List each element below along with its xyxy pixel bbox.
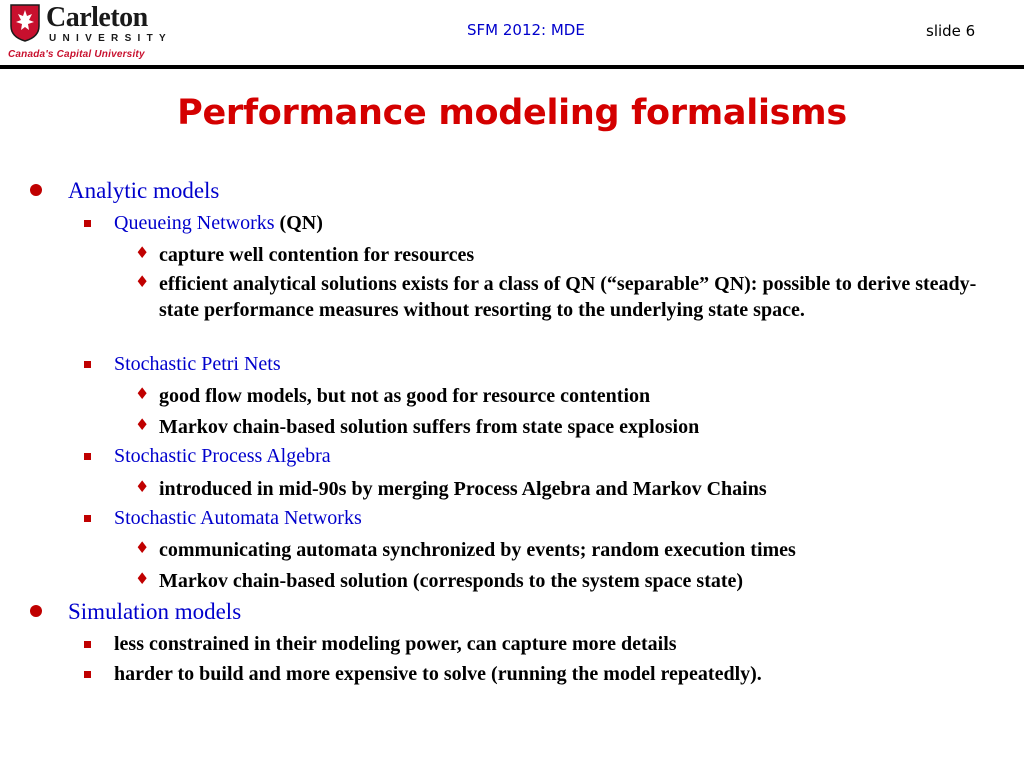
slide-title: Performance modeling formalisms xyxy=(177,93,847,133)
header-divider xyxy=(0,65,1024,69)
stochastic-automata-networks-label: Stochastic Automata Networks xyxy=(114,507,362,529)
analytic-models-heading: Analytic models xyxy=(68,178,220,203)
diamond-bullet-icon: ♦ xyxy=(135,569,150,588)
list-item-text: good flow models, but not as good for resource contention xyxy=(159,385,651,407)
queueing-networks-suffix: (QN) xyxy=(274,212,323,234)
logo-tagline: Canada's Capital University xyxy=(8,49,145,60)
square-bullet-icon xyxy=(84,671,91,678)
square-bullet-icon xyxy=(84,361,91,368)
diamond-bullet-icon: ♦ xyxy=(135,272,150,291)
stochastic-process-algebra-label: Stochastic Process Algebra xyxy=(114,445,331,467)
logo-wordmark: Carleton xyxy=(46,2,148,33)
diamond-bullet-icon: ♦ xyxy=(135,243,150,262)
queueing-networks-label: Queueing Networks xyxy=(114,212,275,234)
square-bullet-icon xyxy=(84,641,91,648)
list-item-text: harder to build and more expensive to solve (running the model repeatedly). xyxy=(114,663,762,685)
stochastic-petri-nets-label: Stochastic Petri Nets xyxy=(114,353,281,375)
diamond-bullet-icon: ♦ xyxy=(135,384,150,403)
list-item-text: introduced in mid-90s by merging Process Algebra and Markov Chains xyxy=(159,478,767,500)
diamond-bullet-icon: ♦ xyxy=(135,538,150,557)
list-item-text: capture well contention for resources xyxy=(159,244,475,266)
logo-university: UNIVERSITY xyxy=(49,33,173,44)
list-item-text: less constrained in their modeling power, can capture more details xyxy=(114,633,677,655)
square-bullet-icon xyxy=(84,453,91,460)
list-item-text: Markov chain-based solution (corresponds to the system space state) xyxy=(159,570,744,592)
simulation-models-heading: Simulation models xyxy=(68,599,242,624)
queueing-networks-item xyxy=(114,212,323,235)
square-bullet-icon xyxy=(84,220,91,227)
round-bullet-icon xyxy=(30,184,42,196)
diamond-bullet-icon: ♦ xyxy=(135,477,150,496)
diamond-bullet-icon: ♦ xyxy=(135,415,150,434)
slide-number: slide 6 xyxy=(926,22,976,40)
header-course-title: SFM 2012: MDE xyxy=(467,21,585,39)
round-bullet-icon xyxy=(30,605,42,617)
carleton-shield-icon xyxy=(10,4,40,42)
list-item-text: Markov chain-based solution suffers from state space explosion xyxy=(159,416,700,438)
carleton-logo xyxy=(8,2,173,64)
list-item-text: communicating automata synchronized by events; random execution times xyxy=(159,539,796,561)
square-bullet-icon xyxy=(84,515,91,522)
list-item-text: efficient analytical solutions exists for a class of QN (“separable” QN): possible to derive steady-state performance measures without resorting to the underlying state space. xyxy=(159,273,977,321)
